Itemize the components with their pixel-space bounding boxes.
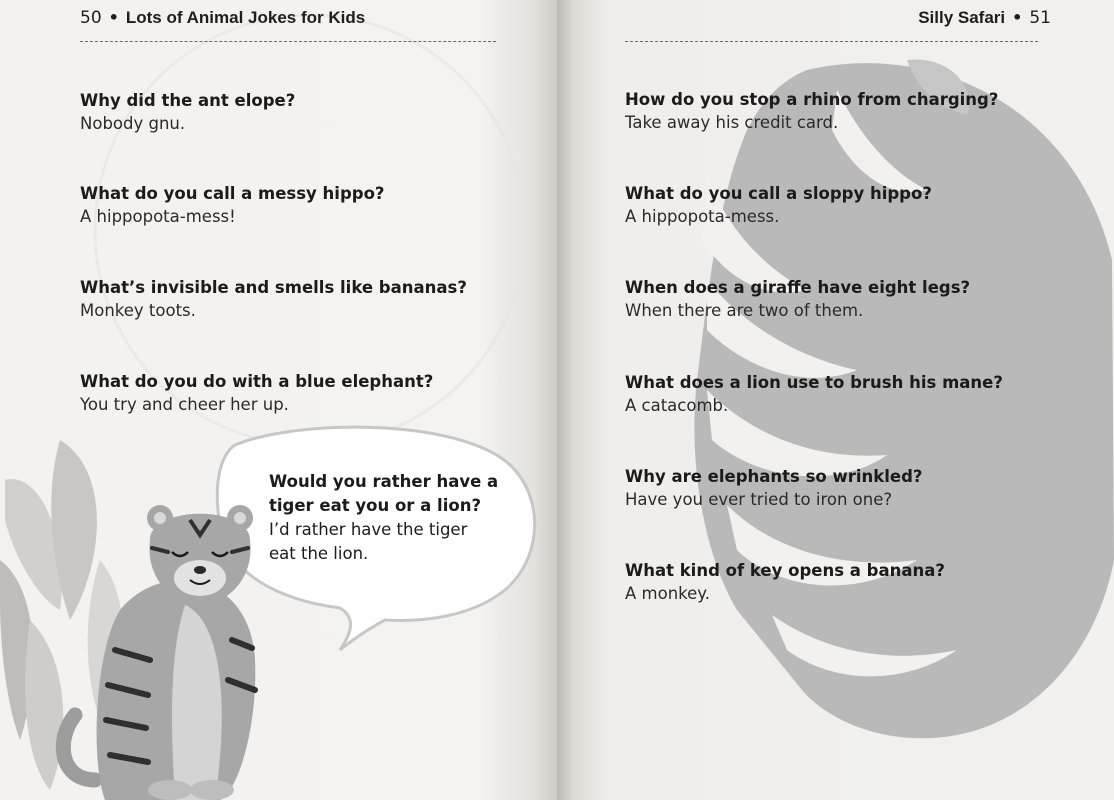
left-page-header (80, 8, 365, 28)
joke-answer: Have you ever tried to iron one? (625, 490, 893, 509)
joke-item (625, 88, 998, 134)
joke-answer: A hippopota-mess. (625, 207, 780, 226)
joke-answer: Nobody gnu. (80, 114, 186, 133)
joke-question: Why are elephants so wrinkled? (625, 467, 923, 486)
right-page-header (918, 8, 1051, 28)
joke-answer: A catacomb. (625, 396, 729, 415)
joke-answer: You try and cheer her up. (80, 395, 289, 414)
bubble-question-line: tiger eat you or a lion? (269, 496, 482, 515)
joke-question: Why did the ant elope? (80, 91, 296, 110)
joke-item (625, 371, 1003, 417)
running-title: Silly Safari (918, 8, 1006, 27)
joke-question: What’s invisible and smells like bananas? (80, 278, 467, 297)
joke-question: When does a giraffe have eight legs? (625, 278, 971, 297)
header-dashed-rule (80, 41, 496, 42)
joke-item (625, 465, 922, 511)
joke-item (80, 370, 433, 416)
bubble-answer-line: eat the lion. (269, 544, 369, 563)
joke-item (80, 182, 385, 228)
joke-question: What kind of key opens a banana? (625, 561, 945, 580)
running-title: Lots of Animal Jokes for Kids (125, 8, 366, 27)
joke-question: How do you stop a rhino from charging? (625, 90, 999, 109)
joke-item (625, 276, 970, 322)
right-page (557, 0, 1114, 800)
joke-question: What do you call a sloppy hippo? (625, 184, 932, 203)
joke-item (80, 276, 467, 322)
joke-answer: A hippopota-mess! (80, 207, 236, 226)
joke-question: What does a lion use to brush his mane? (625, 373, 1003, 392)
speech-bubble-text (269, 470, 509, 566)
joke-question: What do you call a messy hippo? (80, 184, 385, 203)
joke-answer: Take away his credit card. (625, 113, 839, 132)
joke-item (625, 559, 945, 605)
bubble-question-line: Would you rather have a (269, 472, 499, 491)
joke-answer: A monkey. (625, 584, 710, 603)
joke-item (625, 182, 932, 228)
joke-question: What do you do with a blue elephant? (80, 372, 434, 391)
joke-item (80, 89, 295, 135)
page-number: 50 (80, 8, 102, 28)
joke-answer: Monkey toots. (80, 301, 196, 320)
bullet-separator: • (1012, 8, 1023, 27)
bubble-answer-line: I’d rather have the tiger (269, 520, 468, 539)
header-dashed-rule (625, 41, 1038, 42)
bullet-separator: • (108, 8, 119, 27)
page-number: 51 (1029, 8, 1051, 28)
joke-answer: When there are two of them. (625, 301, 864, 320)
